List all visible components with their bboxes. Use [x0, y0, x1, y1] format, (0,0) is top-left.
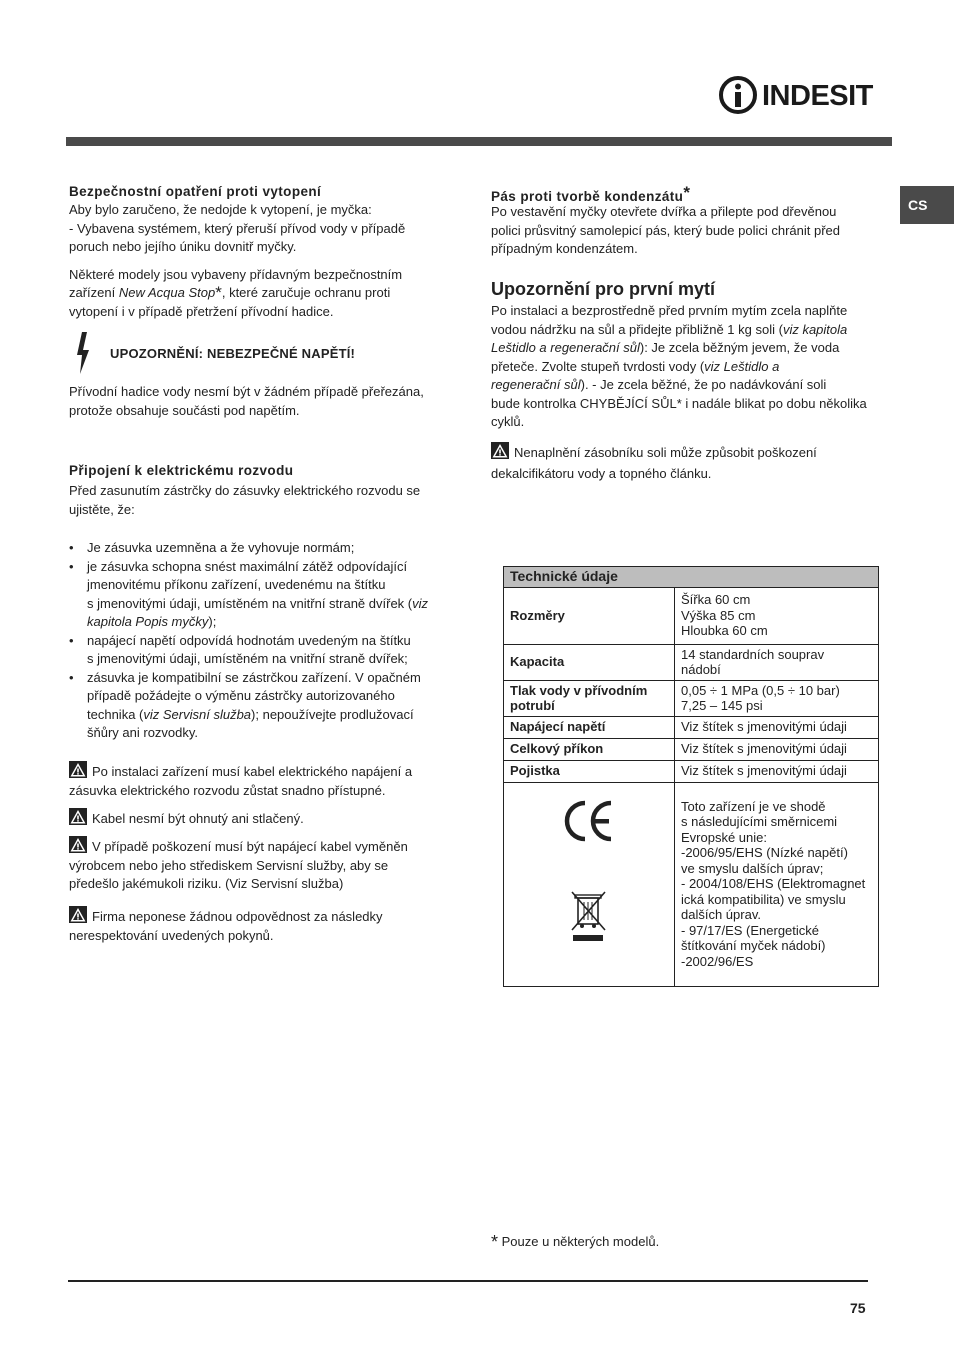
table-row: [504, 782, 879, 986]
table-header: Technické údaje: [504, 567, 879, 588]
lightning-bolt-icon: [74, 332, 98, 374]
first-wash-title: Upozornění pro první mytí: [491, 279, 716, 299]
danger-voltage-text: Přívodní hadice vody nesmí být v žádném případě přeřezána, protože obsahuje součásti pod napětím.: [69, 384, 424, 418]
warning-cable-bend: Kabel nesmí být ohnutý ani stlačený.: [69, 808, 449, 829]
warning-triangle-icon: [491, 442, 509, 459]
electric-connection-intro: Před zasunutím zástrčky do zásuvky elektrického rozvodu se ujistěte, že:: [69, 483, 421, 517]
weee-bin-icon: [569, 890, 609, 942]
footnote: * Pouze u některých modelů.: [491, 1232, 660, 1252]
ce-compliance-text: Toto zařízení je ve shodě s následujícími směrnicemi Evropské unie: -2006/95/EHS (Nízké napětí) ve smyslu dalších úprav; - 2004/108/EHS (Elektromagnet ická kompatibilita) ve smyslu dalších úprav. - 97/17/ES (Energetické štítkování myček nádobí) -2002/96/ES: [675, 782, 879, 986]
indesit-i-logo-icon: [718, 74, 758, 116]
first-wash-text: Po instalaci a bezprostředně před prvním mytím zcela naplňte vodou nádržku na sůl a přidejte přibližně 1 kg soli (viz kapitola Leštidlo a regenerační sůl): Je zcela běžným jevem, že voda přeteče. Zvolte stupeň tvrdosti vody (viz Leštidlo a regenerační sůl). - Je zcela běžné, že po nadávkování soli bude kontrolka CHYBĚJÍCÍ SŮL* i nadále blikat po dobu několika cyklů.: [491, 303, 867, 429]
list-item: • Je zásuvka uzemněna a že vyhovuje normám;: [69, 539, 449, 558]
ce-mark-icon: [563, 799, 615, 843]
technical-data-table: [503, 566, 879, 987]
warning-liability: Firma neponese žádnou odpovědnost za následky nerespektování uvedených pokynů.: [69, 906, 449, 945]
condensation-strip-text: Po vestavění myčky otevřete dvířka a přilepte pod dřevěnou polici průsvitný samolepicí pás, který bude polici chránit před případným kondenzátem.: [491, 204, 841, 256]
page-number: 75: [850, 1300, 866, 1316]
table-row: Napájecí napětí Viz štítek s jmenovitými údaji: [504, 716, 879, 738]
brand-wordmark: INDESIT: [762, 80, 873, 112]
indesit-logo: [718, 74, 873, 116]
danger-voltage-title: UPOZORNĚNÍ: NEBEZPEČNÉ NAPĚTÍ!: [110, 346, 356, 361]
table-row: Rozměry Šířka 60 cm Výška 85 cm Hloubka 60 cm: [504, 587, 879, 644]
list-item: • zásuvka je kompatibilní se zástrčkou zařízení. V opačném případě požádejte o výměnu zástrčky autorizovaného technika (viz Servisní služba); nepoužívejte prodlužovací šňůry ani rozvodky.: [69, 669, 449, 743]
language-tab: CS: [900, 186, 954, 224]
list-item: • napájecí napětí odpovídá hodnotám uvedeným na štítku s jmenovitými údaji, umístěném na vnitřní straně dvířek;: [69, 632, 449, 669]
flood-protection-text-2: Některé modely jsou vybaveny přídavným bezpečnostním zařízení New Acqua Stop*, které zaručuje ochranu proti vytopení i v případě přetržení přívodní hadice.: [69, 266, 403, 319]
table-row: Tlak vody v přívodním potrubí 0,05 ÷ 1 MPa (0,5 ÷ 10 bar) 7,25 – 145 psi: [504, 680, 879, 716]
warning-cable-replace: V případě poškození musí být napájecí kabel vyměněn výrobcem nebo jeho střediskem Servisní služby, aby se předešlo jakémukoli riziku. (Viz Servisní služba): [69, 836, 449, 894]
warning-cable-access: Po instalaci zařízení musí kabel elektrického napájení a zásuvka elektrického rozvodu zůstat snadno přístupné.: [69, 761, 449, 800]
table-row: Celkový příkon Viz štítek s jmenovitými údaji: [504, 738, 879, 760]
warning-triangle-icon: [69, 808, 87, 825]
top-rule: [66, 137, 892, 146]
electric-checklist: [69, 539, 449, 743]
salt-warning: Nenaplnění zásobníku soli může způsobit poškození dekalcifikátoru vody a topného článku.: [491, 442, 881, 484]
flood-protection-title: Bezpečnostní opatření proti vytopení: [69, 184, 322, 199]
flood-protection-text-1: Aby bylo zaručeno, že nedojde k vytopení, je myčka: - Vybavena systémem, který přeruší přívod vody v případě poruch nebo jejího úniku dovnitř myčky.: [69, 202, 406, 254]
table-row: Pojistka Viz štítek s jmenovitými údaji: [504, 760, 879, 782]
warning-triangle-icon: [69, 836, 87, 853]
condensation-strip-title: Pás proti tvorbě kondenzátu*: [491, 183, 691, 204]
warning-triangle-icon: [69, 761, 87, 778]
bottom-rule: [68, 1280, 868, 1282]
left-column: [69, 184, 449, 321]
table-header-row: [504, 567, 879, 588]
warning-triangle-icon: [69, 906, 87, 923]
electric-connection-title: Připojení k elektrickému rozvodu: [69, 463, 294, 478]
list-item: • je zásuvka schopna snést maximální zátěž odpovídající jmenovitému příkonu zařízení, uvedenému na štítku s jmenovitými údaji, umístěném na vnitřní straně dvířek (viz kapitola Popis myčky);: [69, 558, 449, 632]
table-row: Kapacita 14 standardních souprav nádobí: [504, 644, 879, 680]
